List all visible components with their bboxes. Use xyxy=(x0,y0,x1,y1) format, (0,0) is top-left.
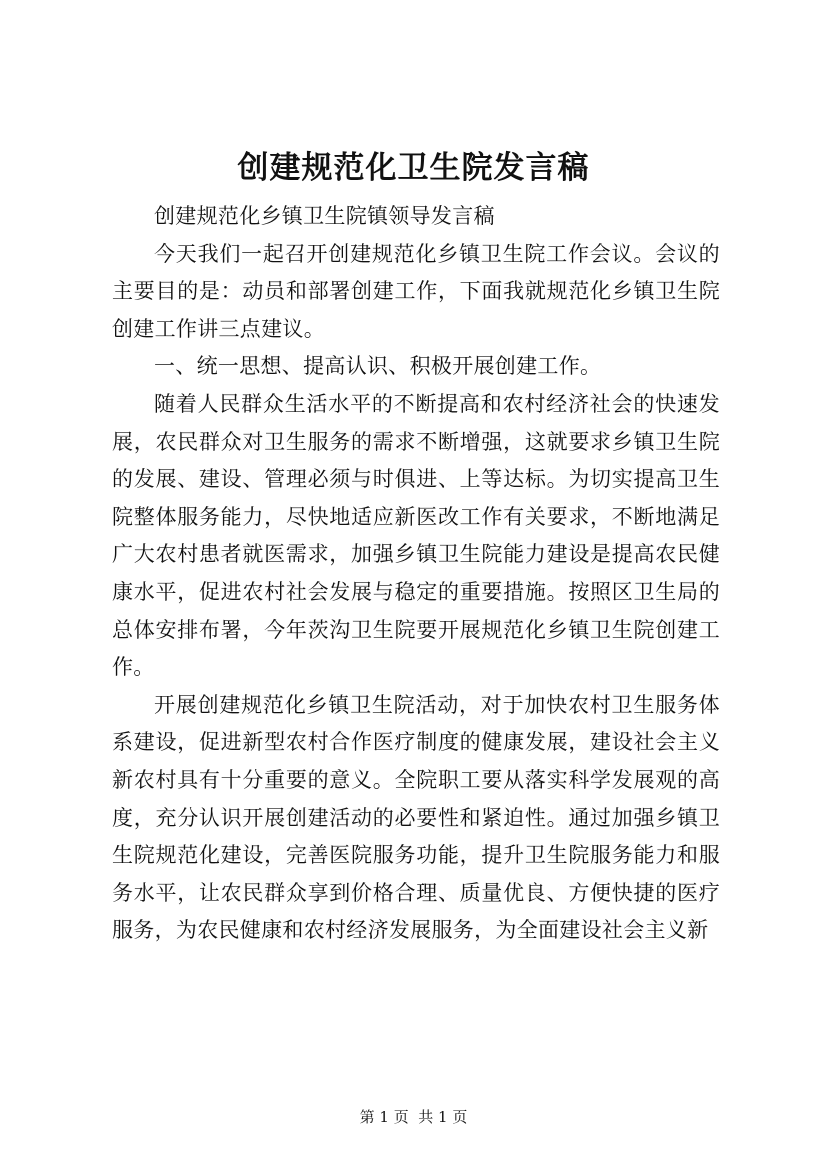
body-paragraph: 随着人民群众生活水平的不断提高和农村经济社会的快速发展，农民群众对卫生服务的需求不断增强，这就要求乡镇卫生院的发展、建设、管理必须与时俱进、上等达标。为切实提高卫生院整体服务能力，尽快地适应新医改工作有关要求，不断地满足广大农村患者就医需求，加强乡镇卫生院能力建设是提高农民健康水平，促进农村社会发展与稳定的重要措施。按照区卫生局的总体安排布署，今年茨沟卫生院要开展规范化乡镇卫生院创建工作。 xyxy=(112,391,720,680)
section-heading: 一、统一思想、提高认识、积极开展创建工作。 xyxy=(154,354,602,379)
page-footer xyxy=(0,1107,827,1127)
intro-paragraph: 今天我们一起召开创建规范化乡镇卫生院工作会议。会议的主要目的是：动员和部署创建工作，下面我就规范化乡镇卫生院创建工作讲三点建议。 xyxy=(112,241,720,341)
document-title: 创建规范化卫生院发言稿 xyxy=(237,150,590,186)
body-paragraph: 开展创建规范化乡镇卫生院活动，对于加快农村卫生服务体系建设，促进新型农村合作医疗制度的健康发展，建设社会主义新农村具有十分重要的意义。全院职工要从落实科学发展观的高度，充分认识开展创建活动的必要性和紧迫性。通过加强乡镇卫生院规范化建设，完善医院服务功能，提升卫生院服务能力和服务水平，让农民群众享到价格合理、质量优良、方便快捷的医疗服务，为农民健康和农村经济发展服务，为全面建设社会主义新 xyxy=(112,692,720,943)
page-number: 第 1 页 共 1 页 xyxy=(359,1108,468,1126)
document-body xyxy=(112,198,720,950)
subtitle-paragraph: 创建规范化乡镇卫生院镇领导发言稿 xyxy=(154,204,495,228)
